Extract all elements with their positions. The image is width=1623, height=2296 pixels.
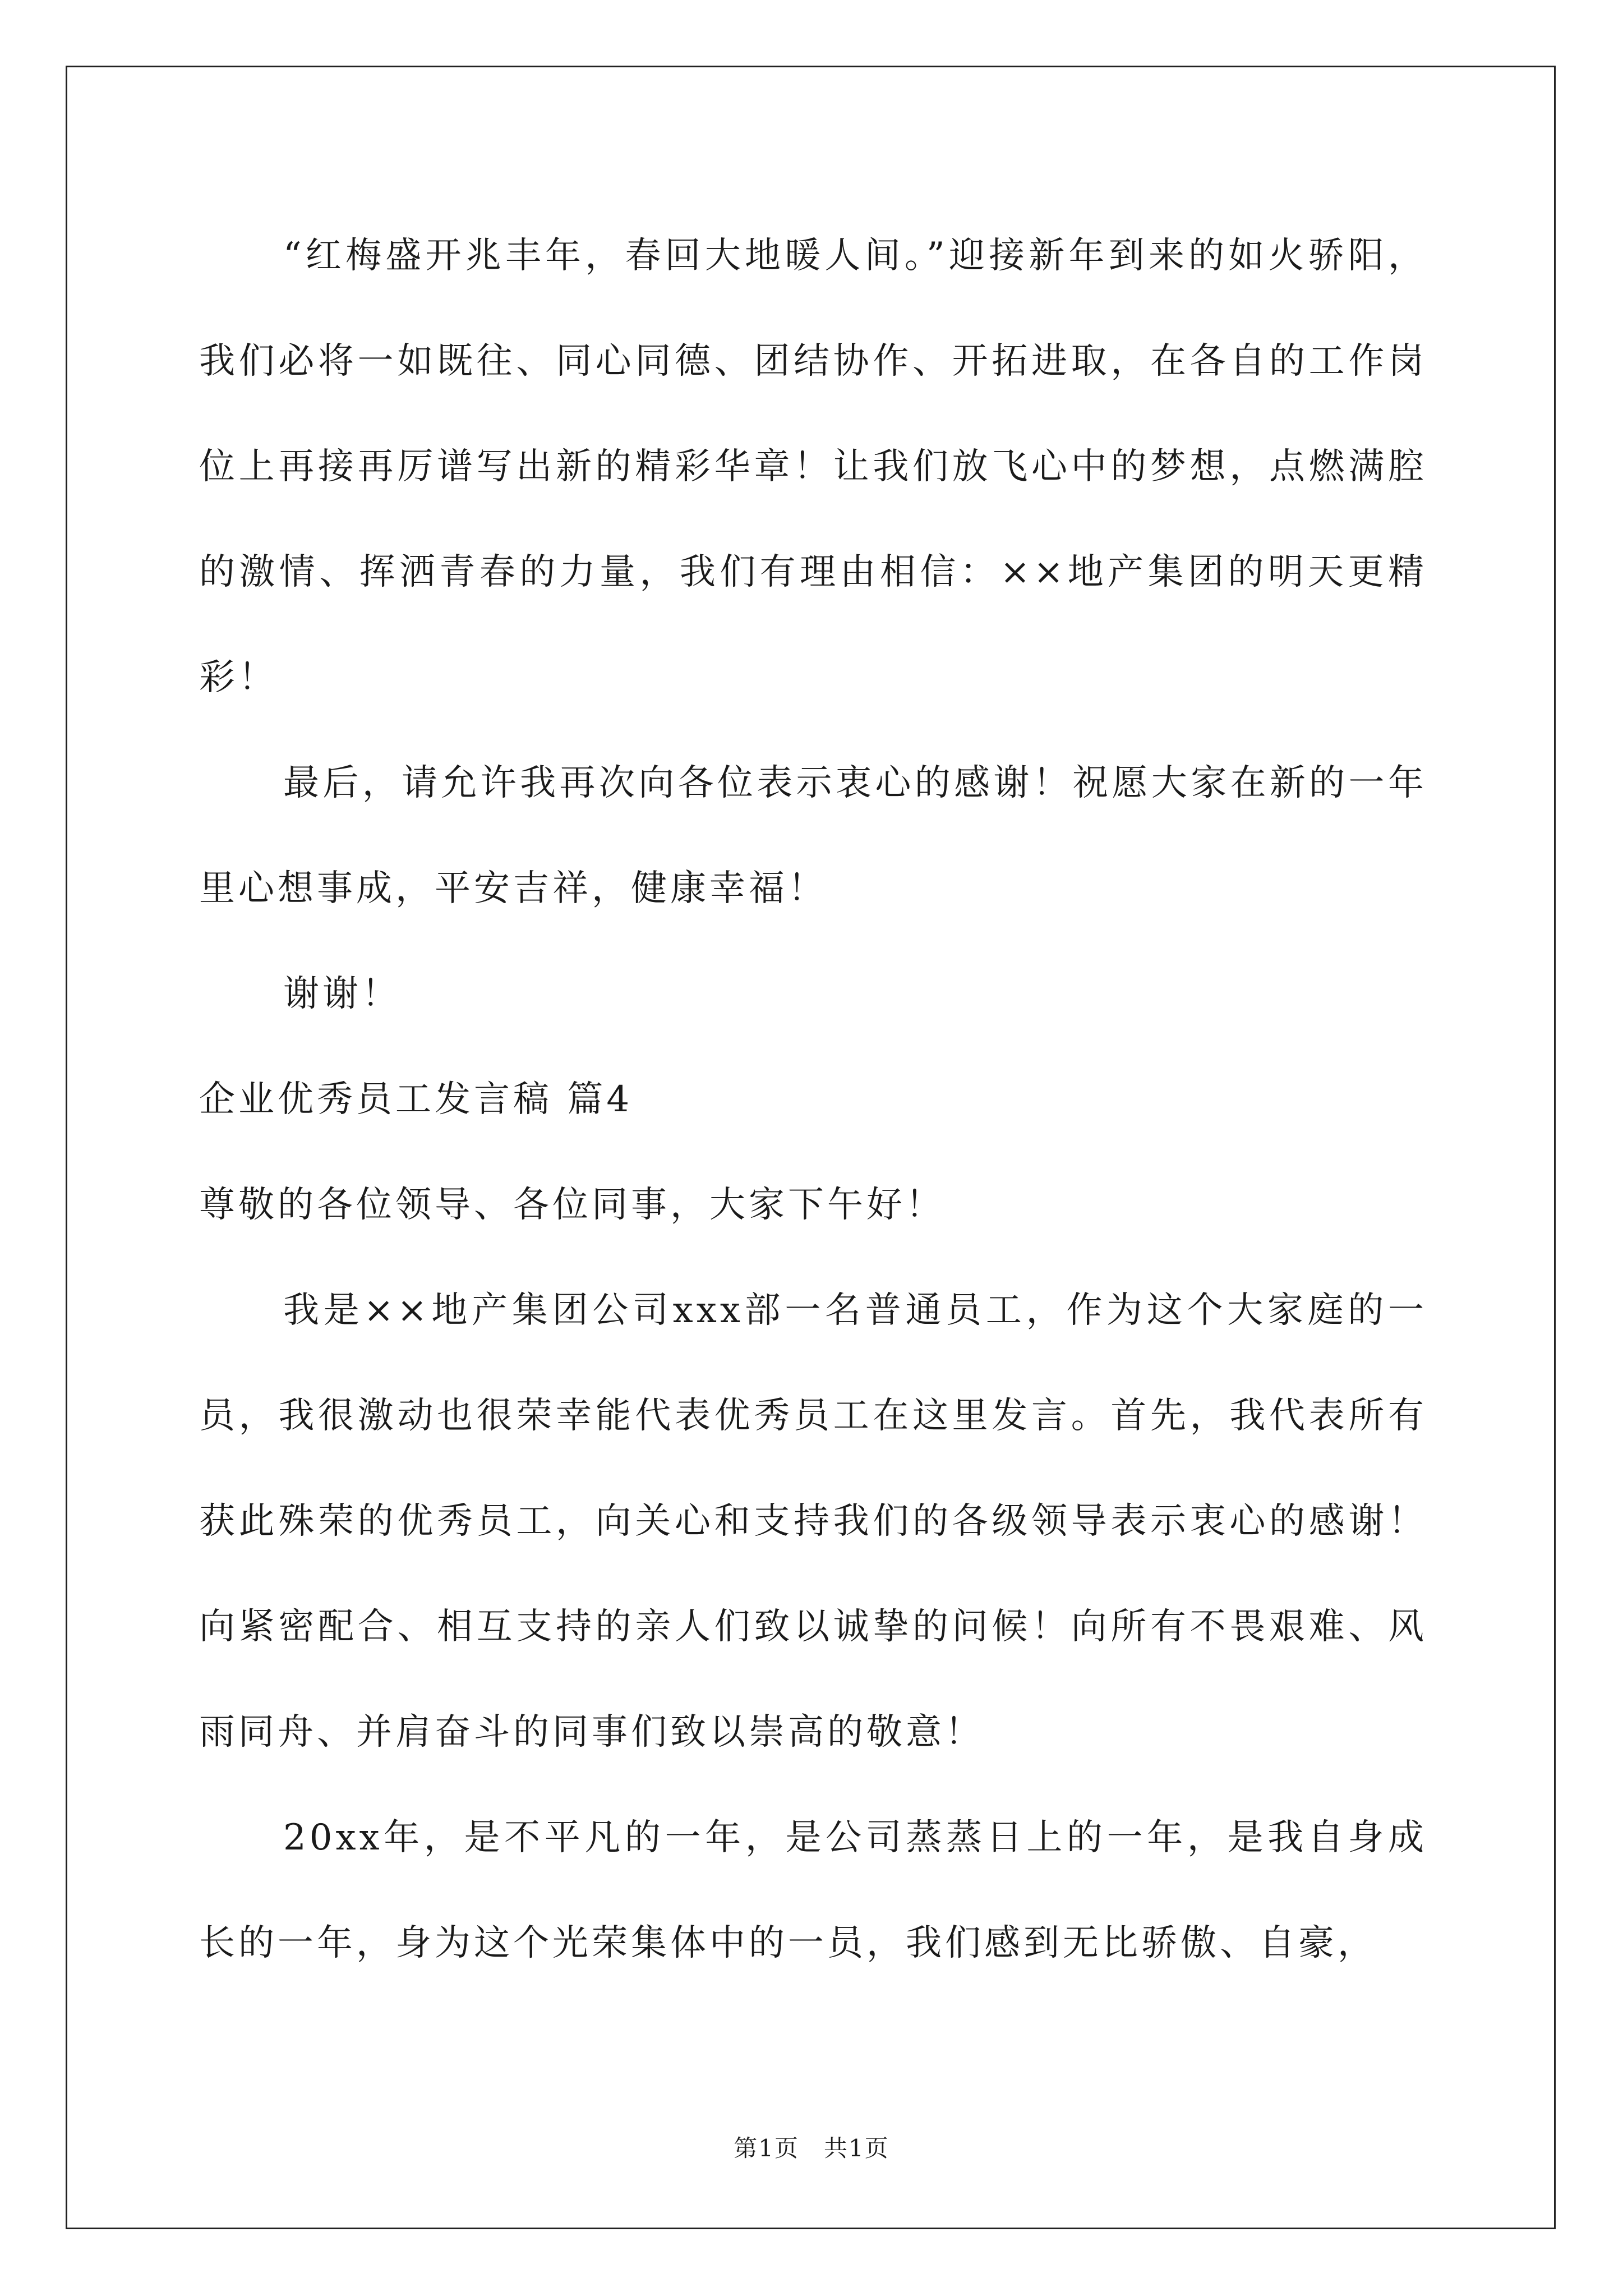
paragraph-year-review: 20xx年，是不平凡的一年，是公司蒸蒸日上的一年，是我自身成长的一年，身为这个光荣集体中的一员，我们感到无比骄傲、自豪， [199, 1817, 1427, 1964]
paragraph-introduction: 我是××地产集团公司xxx部一名普通员工，作为这个大家庭的一员，我很激动也很荣幸能代表优秀员工在这里发言。首先，我代表所有获此殊荣的优秀员工，向关心和支持我们的各级领导表示衷心的感谢！向紧密配合、相互支持的亲人们致以诚挚的问候！向所有不畏艰难、风雨同舟、并肩奋斗的同事们致以崇高的敬意！ [199, 1290, 1427, 1753]
page-footer: 第1页 共1页 [734, 2134, 889, 2162]
paragraph-closing-thanks: 最后，请允许我再次向各位表示衷心的感谢！祝愿大家在新的一年里心想事成，平安吉祥，健康幸福！ [199, 762, 1427, 909]
paragraph-new-year-outlook: “红梅盛开兆丰年，春回大地暖人间。”迎接新年到来的如火骄阳，我们必将一如既往、同心同德、团结协作、开拓进取，在各自的工作岗位上再接再厉谱写出新的精彩华章！让我们放飞心中的梦想，点燃满腔的激情、挥洒青春的力量，我们有理由相信：××地产集团的明天更精彩！ [199, 235, 1427, 698]
paragraph-thank-you: 谢谢！ [283, 973, 401, 1015]
salutation: 尊敬的各位领导、各位同事，大家下午好！ [199, 1184, 945, 1226]
section-heading: 企业优秀员工发言稿 篇4 [199, 1079, 633, 1120]
document-body [199, 203, 1427, 1996]
